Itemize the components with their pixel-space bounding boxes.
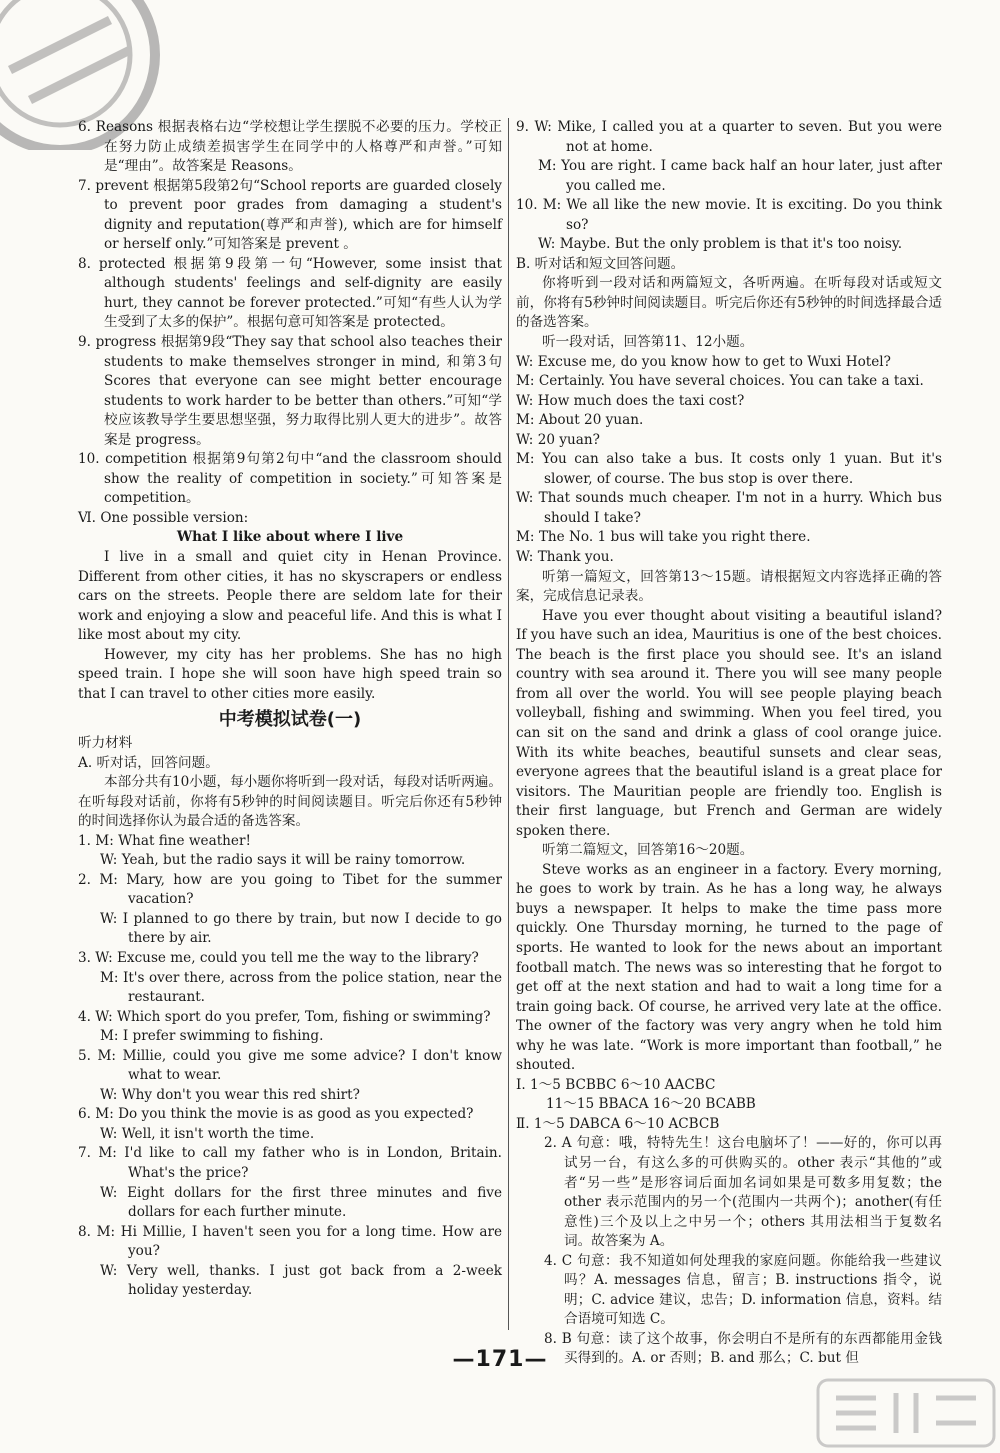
right-paragraph: 4. C 句意：我不知道如何处理我的家庭问题。你能给我一些建议吗？A. messages 信息，留言；B. instructions 指令，说明；C. advice 建议，忠告；D. information 信息，资料。结合语境可知选 C。 — [544, 1252, 942, 1328]
left-paragraph: 8. protected 根据第9段第一句“However, some insist that although students' feelings and self-dignity are easily hurt, they cannot be forever protected.”可知“有些人认为学生受到了太多的保护”。根据句意可知答案是 protected。 — [78, 255, 502, 331]
left-paragraph: Ⅵ. One possible version: — [78, 509, 249, 526]
left-paragraph: W: Very well, thanks. I just got back from a 2-week holiday yesterday. — [100, 1262, 502, 1299]
right-paragraph: W: 20 yuan? — [516, 431, 600, 448]
left-paragraph: What I like about where I live — [176, 529, 404, 546]
left-paragraph: W: Yeah, but the radio says it will be rainy tomorrow. — [100, 852, 466, 869]
left-paragraph: 本部分共有10小题，每小题你将听到一段对话，每段对话听两遍。在听每段对话前，你将有5秒钟的时间阅读题目。听完后你还有5秒钟的时间选择你认为最合适的备选答案。 — [78, 774, 502, 830]
right-paragraph: Have you ever thought about visiting a beautiful island? If you have such an idea, Mauritius is one of the best choices. The beach is the first place you should see. It's an island country with sea around it. There you will see many people from all over the world. You will see people playing beach volleyball, fishing and swimming. When you feel tired, you can sit on the sand and drink a glass of cool orange juice. With its white beaches, beautiful sunsets and clear seas, everyone agrees that the beautiful island is a great place for visitors. The Mauritian people are friendly too. English is their first language, but French and German are widely spoken there. — [516, 607, 942, 839]
right-paragraph: W: Excuse me, do you know how to get to Wuxi Hotel? — [516, 353, 891, 370]
left-paragraph: 7. prevent 根据第5段第2句“School reports are guarded closely to prevent poor grades from damaging a student's dignity and reputation(尊严和声誉), which are for himself or herself only.”可知答案是 prevent 。 — [78, 177, 502, 253]
left-paragraph: 听力材料 — [78, 734, 133, 751]
right-paragraph: B. 听对话和短文回答问题。 — [516, 255, 685, 272]
right-paragraph: 听第二篇短文，回答第16～20题。 — [542, 842, 754, 859]
left-paragraph: W: Well, it isn't worth the time. — [100, 1125, 315, 1142]
right-paragraph: W: Thank you. — [516, 549, 614, 566]
left-paragraph: 5. M: Millie, could you give me some advice? I don't know what to wear. — [78, 1047, 502, 1084]
right-paragraph: W: How much does the taxi cost? — [516, 392, 745, 409]
left-paragraph: 2. M: Mary, how are you going to Tibet for the summer vacation? — [78, 871, 502, 908]
left-paragraph: W: Eight dollars for the first three minutes and five dollars for each further minute. — [100, 1184, 502, 1221]
left-column — [78, 118, 502, 1301]
right-paragraph: 8. B 句意：读了这个故事，你会明白不是所有的东西都能用金钱买得到的。A. or 否则；B. and 那么；C. but 但 — [544, 1330, 942, 1367]
right-paragraph: 9. W: Mike, I called you at a quarter to seven. But you were not at home. — [516, 119, 942, 155]
left-paragraph: 6. Reasons 根据表格右边“学校想让学生摆脱不必要的压力。学校正在努力防止成绩差损害学生在同学中的人格尊严和声誉。”可知是“理由”。故答案是 Reasons。 — [78, 119, 502, 175]
right-paragraph: M: About 20 yuan. — [516, 412, 644, 429]
right-paragraph: 听第一篇短文，回答第13～15题。请根据短文内容选择正确的答案，完成信息记录表。 — [516, 568, 942, 605]
left-paragraph: 1. M: What fine weather! — [78, 832, 251, 849]
page-number: —171— — [452, 1347, 548, 1372]
right-paragraph: M: You can also take a bus. It costs only 1 yuan. But it's slower, of course. The bus stop is over there. — [516, 451, 942, 487]
right-paragraph: 2. A 句意：哦，特特先生！这台电脑坏了！——好的，你可以再试另一台，有这么多的可供购买的。other 表示“其他的”或者“另一些”是形容词后面加名词如果是可数多用复数；the other 表示范围内的另一个(范围内一共两个)；another(有任意性)三个及以上之中另一个；others 其用法相当于复数名词。故答案为 A。 — [544, 1135, 942, 1250]
right-paragraph: 你将听到一段对话和两篇短文，各听两遍。在听每段对话或短文前，你将有5秒钟时间阅读题目。听完后你还有5秒钟的时间选择最合适的备选答案。 — [516, 275, 942, 331]
right-paragraph: Ⅰ. 1～5 BCBBC 6～10 AACBC — [516, 1076, 716, 1093]
right-paragraph: Steve works as an engineer in a factory. Every morning, he goes to work by train. As he has a long way, he always buys a newspaper. It helps to make the time pass more quickly. One Thursday morning, he turned to the page of sports. He wanted to look for the news about an important football match. The news was so interesting that he forgot to get off at the next station and had to wait a long time for a train going back. Of course, he arrived very late at the office. The owner of the factory was very angry when he told him why he was late. “Work is more important than football,” he shouted. — [516, 861, 942, 1074]
watermark-logo — [816, 1378, 996, 1448]
right-paragraph: W: That sounds much cheaper. I'm not in a hurry. Which bus should I take? — [516, 490, 942, 526]
right-paragraph: Ⅱ. 1～5 DABCA 6～10 ACBCB — [516, 1115, 720, 1132]
left-paragraph: However, my city has her problems. She has no high speed train. I hope she will soon have high speed train so that I can travel to other cities more easily. — [78, 646, 502, 702]
right-paragraph: 听一段对话，回答第11、12小题。 — [542, 334, 754, 351]
right-column — [516, 118, 942, 1369]
right-paragraph: W: Maybe. But the only problem is that it's too noisy. — [538, 236, 903, 253]
right-paragraph: M: The No. 1 bus will take you right there. — [516, 529, 811, 546]
left-paragraph: M: It's over there, across from the police station, near the restaurant. — [100, 969, 502, 1006]
right-paragraph: 11～15 BBACA 16～20 BCABB — [546, 1096, 756, 1113]
right-paragraph: 10. M: We all like the new movie. It is exciting. Do you think so? — [516, 197, 942, 233]
left-paragraph: 4. W: Which sport do you prefer, Tom, fishing or swimming? — [78, 1008, 491, 1025]
right-paragraph: M: You are right. I came back half an hour later, just after you called me. — [538, 158, 942, 194]
left-paragraph: 6. M: Do you think the movie is as good as you expected? — [78, 1106, 474, 1123]
left-paragraph: 中考模拟试卷(一) — [218, 709, 362, 731]
left-paragraph: W: I planned to go there by train, but now I decide to go there by air. — [100, 910, 502, 947]
left-paragraph: M: I prefer swimming to fishing. — [100, 1028, 324, 1045]
left-paragraph: 8. M: Hi Millie, I haven't seen you for a long time. How are you? — [78, 1223, 502, 1260]
left-paragraph: I live in a small and quiet city in Henan Province. Different from other cities, it has no skyscrapers or endless cars on the streets. People there are seldom late for their work and enjoying a slow and peaceful life. And this is what I like most about my city. — [78, 549, 502, 644]
column-divider — [508, 118, 509, 1330]
left-paragraph: A. 听对话，回答问题。 — [78, 754, 219, 771]
left-paragraph: W: Why don't you wear this red shirt? — [100, 1086, 360, 1103]
left-paragraph: 9. progress 根据第9段“They say that school also teaches their students to make themselves stronger in mind, 和第3句 Scores that everyone can see might better encourage students to work harder to be better than others.”可知“学校应该教导学生要思想坚强，努力取得比别人更大的进步”。故答案是 progress。 — [78, 334, 502, 448]
left-paragraph: 7. M: I'd like to call my father who is in London, Britain. What's the price? — [78, 1145, 502, 1181]
left-paragraph: 3. W: Excuse me, could you tell me the way to the library? — [78, 949, 479, 966]
left-paragraph: 10. competition 根据第9句第2句中“and the classroom should show the reality of competition in society.”可知答案是 competition。 — [78, 451, 502, 507]
right-paragraph: M: Certainly. You have several choices. You can take a taxi. — [516, 373, 924, 390]
